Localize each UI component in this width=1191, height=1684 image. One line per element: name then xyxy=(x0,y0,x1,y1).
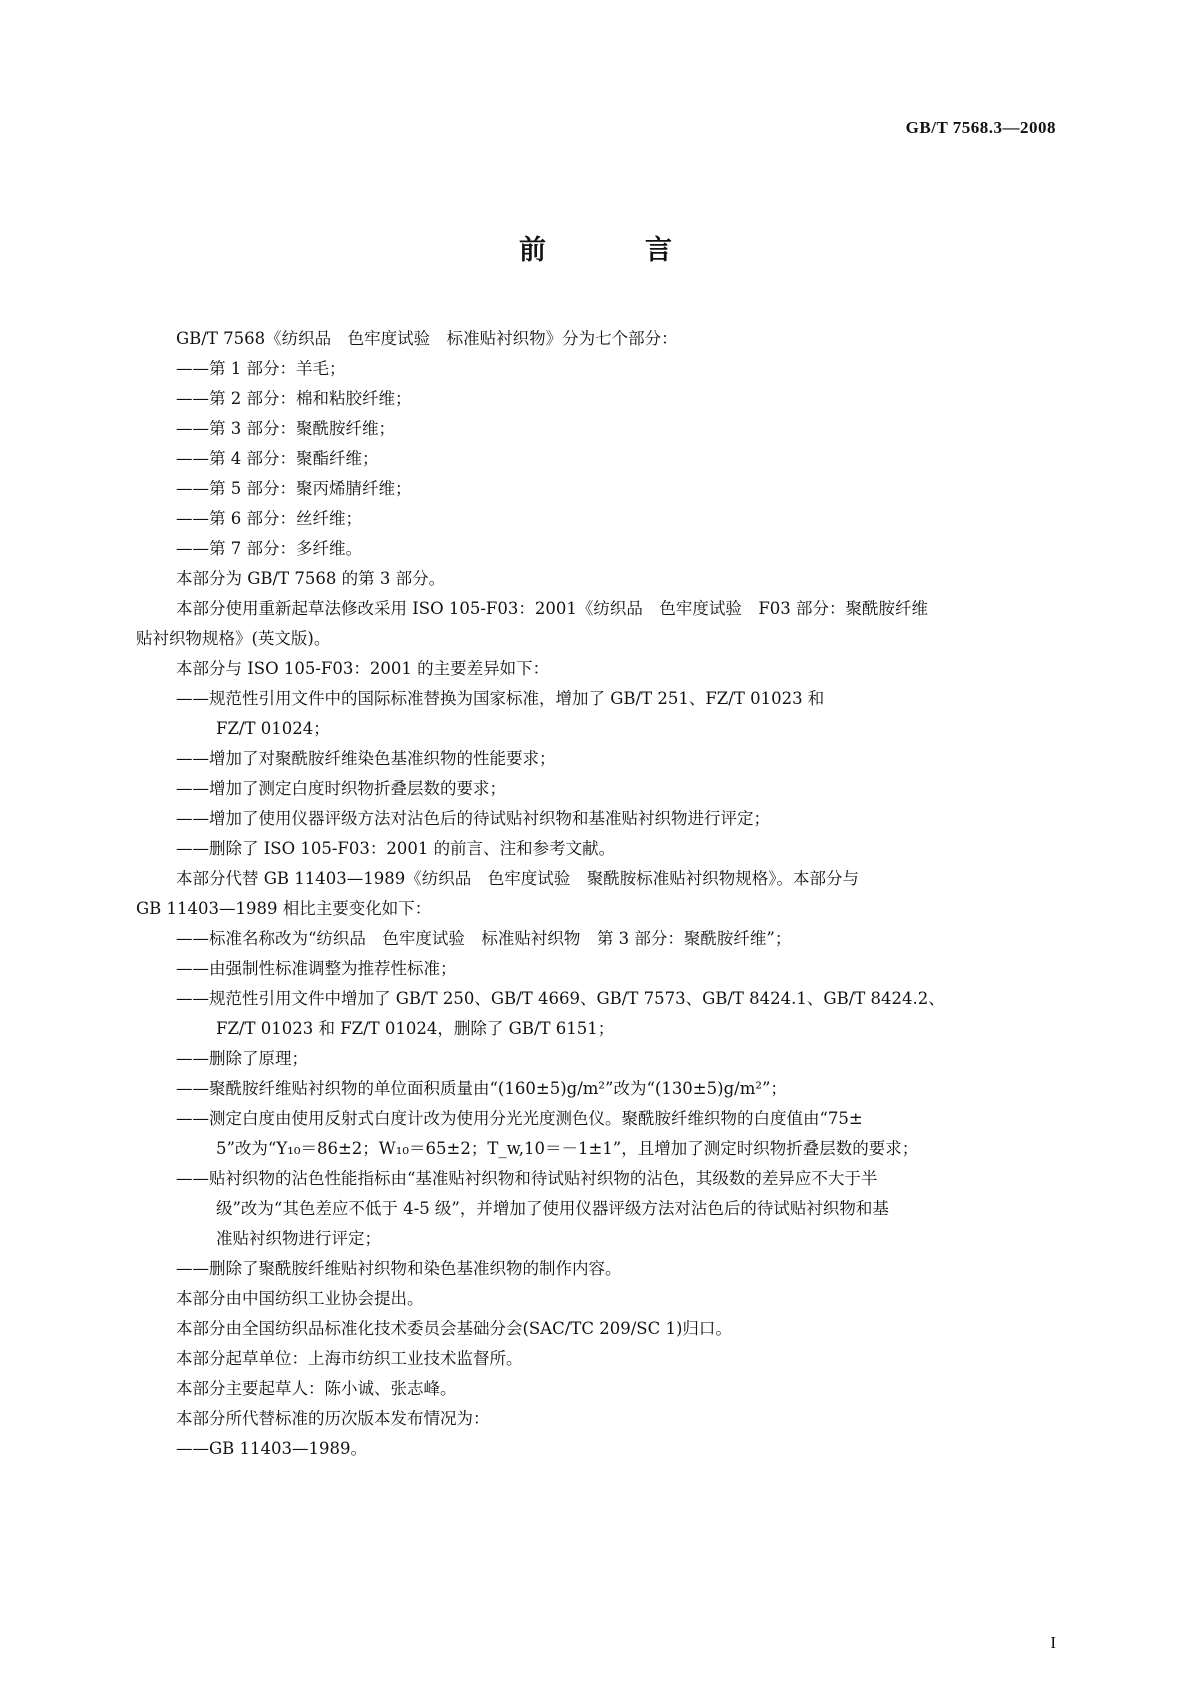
list-item: ——第 2 部分：棉和粘胶纤维； xyxy=(176,389,412,408)
document-number: GB/T 7568.3—2008 xyxy=(905,118,1056,137)
list-item: ——聚酰胺纤维贴衬织物的单位面积质量由“(160±5)g/m²”改为“(130±5)g/m²”； xyxy=(176,1079,787,1098)
list-item: ——删除了聚酰胺纤维贴衬织物和染色基准织物的制作内容。 xyxy=(176,1259,622,1278)
list-item: ——增加了测定白度时织物折叠层数的要求； xyxy=(176,779,506,798)
paragraph-line: GB 11403—1989 相比主要变化如下： xyxy=(136,899,432,918)
page-number: I xyxy=(1050,1633,1056,1652)
paragraph-line: FZ/T 01024； xyxy=(216,719,330,738)
paragraph-line: 本部分主要起草人：陈小诚、张志峰。 xyxy=(176,1379,457,1398)
list-item: ——规范性引用文件中增加了 GB/T 250、GB/T 4669、GB/T 7573、GB/T 8424.1、GB/T 8424.2、 xyxy=(176,989,945,1008)
list-item: ——第 4 部分：聚酯纤维； xyxy=(176,449,379,468)
paragraph-line: GB/T 7568《纺织品 色牢度试验 标准贴衬织物》分为七个部分： xyxy=(176,329,678,348)
list-item: ——删除了原理； xyxy=(176,1049,308,1068)
list-item: ——标准名称改为“纺织品 色牢度试验 标准贴衬织物 第 3 部分：聚酰胺纤维”； xyxy=(176,929,792,948)
paragraph-line: 本部分使用重新起草法修改采用 ISO 105-F03：2001《纺织品 色牢度试验 F03 部分：聚酰胺纤维 xyxy=(176,599,929,618)
document-body xyxy=(136,324,1056,1464)
list-item: ——规范性引用文件中的国际标准替换为国家标准，增加了 GB/T 251、FZ/T 01023 和 xyxy=(176,689,825,708)
paragraph-line: 本部分由全国纺织品标准化技术委员会基础分会(SAC/TC 209/SC 1)归口。 xyxy=(176,1319,732,1338)
paragraph-line: 本部分为 GB/T 7568 的第 3 部分。 xyxy=(176,569,446,588)
list-item: ——第 1 部分：羊毛； xyxy=(176,359,346,378)
list-item: ——第 6 部分：丝纤维； xyxy=(176,509,362,528)
paragraph-line: 5”改为“Y₁₀＝86±2；W₁₀＝65±2；T_w,10＝－1±1”，且增加了测定时织物折叠层数的要求； xyxy=(216,1139,919,1158)
list-item: ——增加了使用仪器评级方法对沾色后的待试贴衬织物和基准贴衬织物进行评定； xyxy=(176,809,770,828)
paragraph-line: 本部分所代替标准的历次版本发布情况为： xyxy=(176,1409,490,1428)
paragraph-line: FZ/T 01023 和 FZ/T 01024，删除了 GB/T 6151； xyxy=(216,1019,615,1038)
paragraph-line: 贴衬织物规格》(英文版)。 xyxy=(136,629,331,648)
page-title: 前 言 xyxy=(519,235,708,266)
list-item: ——测定白度由使用反射式白度计改为使用分光光度测色仪。聚酰胺纤维织物的白度值由“75± xyxy=(176,1109,863,1128)
paragraph-line: 本部分由中国纺织工业协会提出。 xyxy=(176,1289,424,1308)
list-item: ——由强制性标准调整为推荐性标准； xyxy=(176,959,457,978)
list-item: ——增加了对聚酰胺纤维染色基准织物的性能要求； xyxy=(176,749,556,768)
paragraph-line: 本部分代替 GB 11403—1989《纺织品 色牢度试验 聚酰胺标准贴衬织物规格》。本部分与 xyxy=(176,869,860,888)
paragraph-line: 本部分起草单位：上海市纺织工业技术监督所。 xyxy=(176,1349,523,1368)
paragraph-line: 本部分与 ISO 105-F03：2001 的主要差异如下： xyxy=(176,659,550,678)
list-item: ——第 3 部分：聚酰胺纤维； xyxy=(176,419,395,438)
paragraph-line: 级”改为“其色差应不低于 4-5 级”，并增加了使用仪器评级方法对沾色后的待试贴衬织物和基 xyxy=(216,1199,889,1218)
list-item: ——删除了 ISO 105-F03：2001 的前言、注和参考文献。 xyxy=(176,839,616,858)
list-item: ——GB 11403—1989。 xyxy=(176,1439,368,1458)
list-item: ——第 5 部分：聚丙烯腈纤维； xyxy=(176,479,412,498)
paragraph-line: 准贴衬织物进行评定； xyxy=(216,1229,381,1248)
list-item: ——贴衬织物的沾色性能指标由“基准贴衬织物和待试贴衬织物的沾色，其级数的差异应不大于半 xyxy=(176,1169,878,1188)
list-item: ——第 7 部分：多纤维。 xyxy=(176,539,362,558)
